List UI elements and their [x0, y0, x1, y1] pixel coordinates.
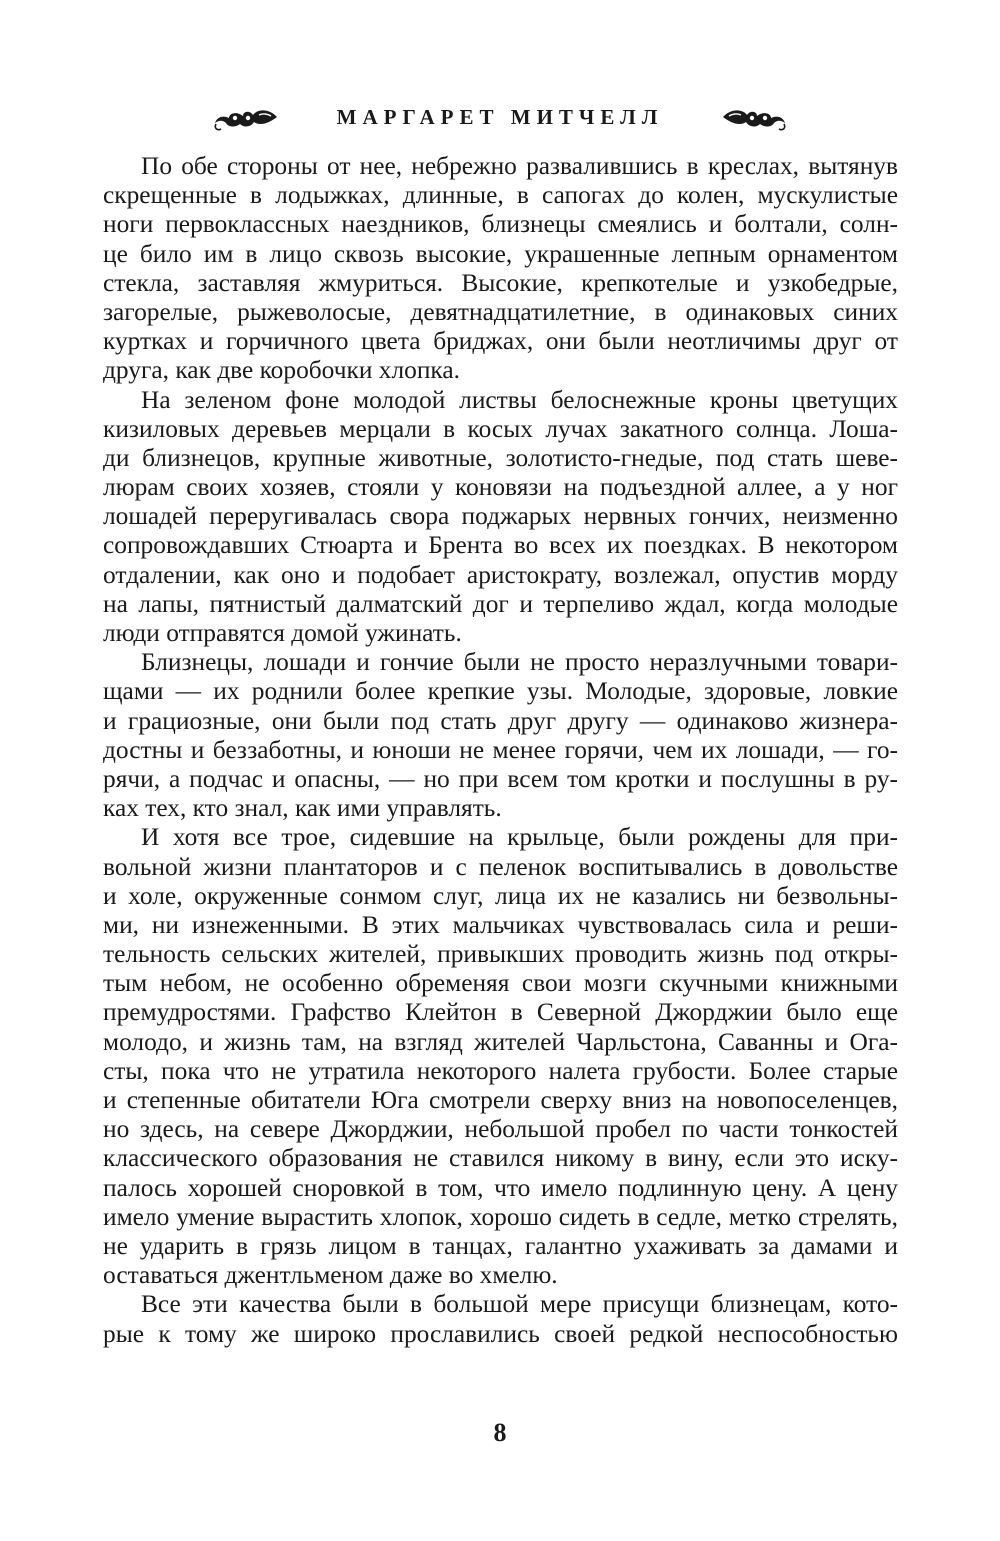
text-line: но здесь, на севере Джорджии, небольшой пробел по части тонкостей: [103, 1115, 898, 1144]
text-line: имело умение вырастить хлопок, хорошо сидеть в седле, метко стрелять,: [103, 1202, 898, 1231]
page-number: 8: [493, 1418, 507, 1447]
text-line: рячи, а подчас и опасны, — но при всем том кротки и послушны в ру-: [103, 764, 898, 793]
text-line: скрещенные в лодыжках, длинные, в сапогах до колен, мускулистые: [103, 181, 898, 210]
paragraph: [103, 152, 898, 386]
text-line: оставаться джентльменом даже во хмелю.: [103, 1261, 558, 1290]
text-line: палось хорошей сноровкой в том, что имело подлинную цену. А цену: [103, 1173, 898, 1202]
text-line: рые к тому же широко прославились своей редкой неспособностью: [103, 1319, 898, 1348]
text-line: кизиловых деревьев мерцали в косых лучах закатного солнца. Лоша-: [103, 414, 898, 443]
text-line: и степенные обитатели Юга смотрели сверху вниз на новопоселенцев,: [103, 1086, 898, 1114]
text-line: классического образования не ставился никому в вину, если это иску-: [103, 1144, 898, 1173]
paragraph: [103, 386, 898, 649]
text-line: це било им в лицо сквозь высокие, украшенные лепным орнаментом: [103, 239, 898, 268]
text-line: тым небом, не особенно обременяя свои мозги скучными книжными: [103, 969, 898, 998]
text-line: премудростями. Графство Клейтон в Северной Джорджии было еще: [103, 998, 898, 1027]
text-line: молодо, и жизнь там, на взгляд жителей Чарльстона, Саванны и Ога-: [103, 1027, 898, 1056]
text-line: на лапы, пятнистый далматский дог и терпеливо ждал, когда молодые: [103, 589, 898, 618]
text-line: И хотя все трое, сидевшие на крыльце, были рождены для при-: [141, 823, 898, 852]
text-line: ди близнецов, крупные животные, золотисто-гнедые, под стать шеве-: [103, 443, 898, 472]
text-line: Близнецы, лошади и гончие были не просто неразлучными товари-: [141, 648, 898, 677]
text-line: ноги первоклассных наездников, близнецы смеялись и болтали, солн-: [103, 210, 898, 239]
text-line: вольной жизни плантаторов и с пеленок воспитывались в довольстве: [103, 852, 898, 881]
left-ornament-icon: [213, 102, 279, 132]
text-line: лошадей переругивалась свора поджарых нервных гончих, неизменно: [103, 502, 898, 531]
text-line: ках тех, кто знал, как ими управлять.: [103, 794, 502, 823]
text-line: люди отправятся домой ужинать.: [103, 619, 462, 647]
body-text: [103, 152, 898, 1349]
text-line: люрам своих хозяев, стояли у коновязи на подъездной аллее, а у ног: [103, 473, 898, 502]
text-line: друга, как две коробочки хлопка.: [103, 356, 460, 385]
text-line: сты, пока что не утратила некоторого налета грубости. Более старые: [103, 1056, 898, 1085]
paragraph: [103, 648, 898, 823]
text-line: На зеленом фоне молодой листвы белоснежные кроны цветущих: [141, 385, 898, 414]
text-line: щами — их роднили более крепкие узы. Молодые, здоровые, ловкие: [103, 677, 898, 706]
running-header: [0, 92, 1000, 142]
text-line: достны и беззаботны, и юноши не менее горячи, чем их лошади, — го-: [103, 735, 898, 764]
running-head-author: МАРГАРЕТ МИТЧЕЛЛ: [336, 104, 664, 129]
text-line: сопровождавших Стюарта и Брента во всех их поездках. В некотором: [103, 531, 898, 560]
text-line: и холе, окруженные сонмом слуг, лица их не казались ни безвольны-: [103, 881, 898, 910]
text-line: куртках и горчичного цвета бриджах, они были неотличимы друг от: [103, 327, 898, 356]
paragraph: [103, 1290, 898, 1348]
paragraph: [103, 823, 898, 1290]
text-line: стекла, заставляя жмуриться. Высокие, крепкотелые и узкобедрые,: [103, 268, 898, 297]
text-line: тельность сельских жителей, привыкших проводить жизнь под откры-: [103, 940, 898, 969]
text-line: Все эти качества были в большой мере присущи близнецам, кото-: [141, 1290, 898, 1319]
text-line: ми, ни изнеженными. В этих мальчиках чувствовалась сила и реши-: [103, 910, 898, 939]
text-line: По обе стороны от нее, небрежно развалившись в креслах, вытянув: [141, 152, 898, 180]
right-ornament-icon: [721, 102, 787, 132]
text-line: загорелые, рыжеволосые, девятнадцатилетние, в одинаковых синих: [103, 297, 898, 326]
text-line: не ударить в грязь лицом в танцах, галантно ухаживать за дамами и: [103, 1231, 898, 1260]
text-line: отдалении, как оно и подобает аристократу, возлежал, опустив морду: [103, 560, 898, 589]
text-line: и грациозные, они были под стать друг другу — одинаково жизнера-: [103, 706, 898, 735]
